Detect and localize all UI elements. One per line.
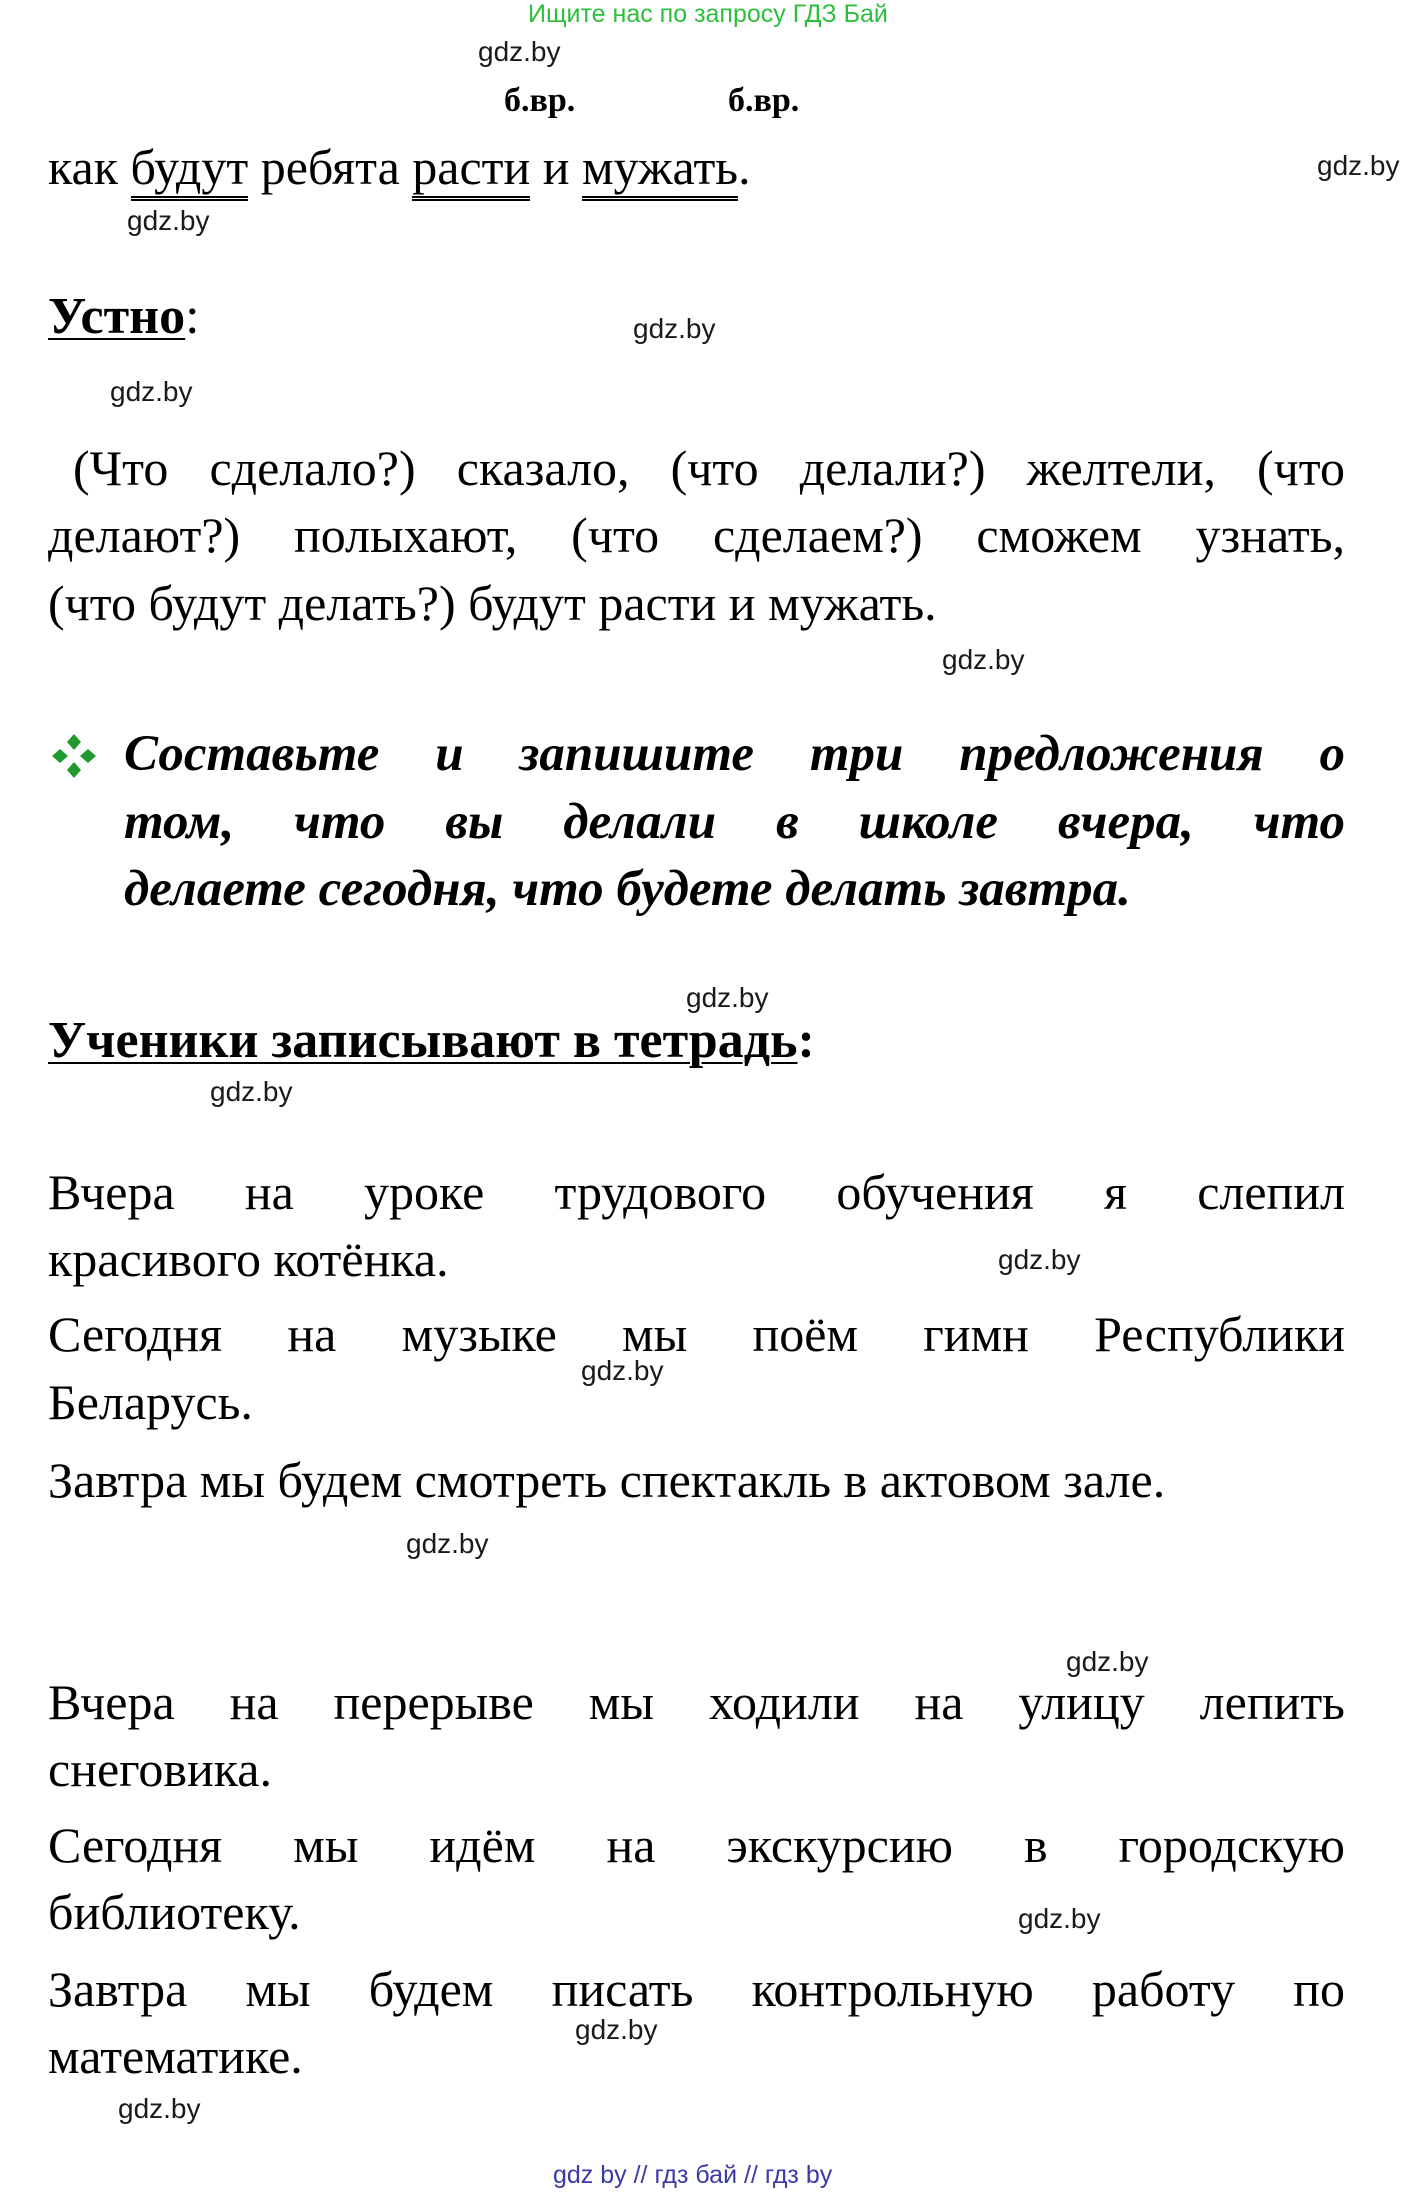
sentence-line bbox=[48, 139, 751, 195]
oral-line-2: делают?) полыхают, (что сделаем?) сможем узнать, bbox=[48, 507, 1345, 563]
underlined-word: расти bbox=[412, 139, 530, 201]
watermark: gdz.by bbox=[633, 313, 716, 344]
task-line-3: делаете сегодня, что будете делать завтра. bbox=[124, 861, 1131, 917]
watermark: gdz.by bbox=[127, 205, 210, 236]
word: ребята bbox=[248, 139, 413, 195]
students-heading bbox=[48, 1012, 815, 1069]
tense-label-1: б.вр. bbox=[504, 82, 576, 119]
answer-line: снеговика. bbox=[48, 1741, 272, 1797]
watermark: gdz.by bbox=[118, 2093, 201, 2124]
watermark: gdz.by bbox=[998, 1244, 1081, 1275]
underlined-word: будут bbox=[131, 139, 249, 201]
oral-line-1: (Что сделало?) сказало, (что делали?) желтели, (что bbox=[73, 440, 1345, 496]
answer-line: Сегодня на музыке мы поём гимн Республики bbox=[48, 1306, 1345, 1362]
top-banner[interactable]: Ищите нас по запросу ГДЗ Бай bbox=[528, 0, 888, 28]
diamond-bullet-icon bbox=[50, 732, 98, 780]
watermark: gdz.by bbox=[478, 36, 561, 67]
word: и bbox=[530, 139, 583, 195]
watermark: gdz.by bbox=[942, 644, 1025, 675]
footer-links[interactable]: gdz by // гдз бай // гдз by bbox=[553, 2161, 833, 2189]
answer-line: Сегодня мы идём на экскурсию в городскую bbox=[48, 1817, 1345, 1873]
watermark: gdz.by bbox=[1317, 150, 1400, 181]
oral-heading bbox=[48, 288, 200, 345]
answer-line: Завтра мы будем смотреть спектакль в актовом зале. bbox=[48, 1452, 1166, 1508]
oral-heading-text: Устно bbox=[48, 288, 186, 345]
watermark: gdz.by bbox=[406, 1528, 489, 1559]
watermark: gdz.by bbox=[210, 1076, 293, 1107]
answer-line: красивого котёнка. bbox=[48, 1231, 449, 1287]
word: . bbox=[738, 139, 751, 195]
answer-line: математике. bbox=[48, 2028, 303, 2084]
watermark: gdz.by bbox=[581, 1355, 664, 1386]
answer-line: Завтра мы будем писать контрольную работу по bbox=[48, 1961, 1345, 2017]
task-line-1: Составьте и запишите три предложения о bbox=[124, 726, 1345, 782]
watermark: gdz.by bbox=[575, 2014, 658, 2045]
underlined-word: мужать bbox=[582, 139, 738, 201]
students-heading-text: Ученики записывают в тетрадь bbox=[48, 1012, 798, 1069]
tense-label-2: б.вр. bbox=[728, 82, 800, 119]
students-heading-colon: : bbox=[797, 1012, 815, 1069]
oral-heading-colon: : bbox=[185, 288, 200, 345]
word: как bbox=[48, 139, 131, 195]
answer-line: Вчера на уроке трудового обучения я слепил bbox=[48, 1164, 1345, 1220]
watermark: gdz.by bbox=[686, 982, 769, 1013]
watermark: gdz.by bbox=[1018, 1903, 1101, 1934]
task-line-2: том, что вы делали в школе вчера, что bbox=[124, 794, 1345, 850]
answer-line: Беларусь. bbox=[48, 1374, 253, 1430]
oral-line-3: (что будут делать?) будут расти и мужать. bbox=[48, 575, 937, 631]
watermark: gdz.by bbox=[1066, 1646, 1149, 1677]
watermark: gdz.by bbox=[110, 376, 193, 407]
answer-line: Вчера на перерыве мы ходили на улицу лепить bbox=[48, 1674, 1345, 1730]
answer-line: библиотеку. bbox=[48, 1884, 301, 1940]
